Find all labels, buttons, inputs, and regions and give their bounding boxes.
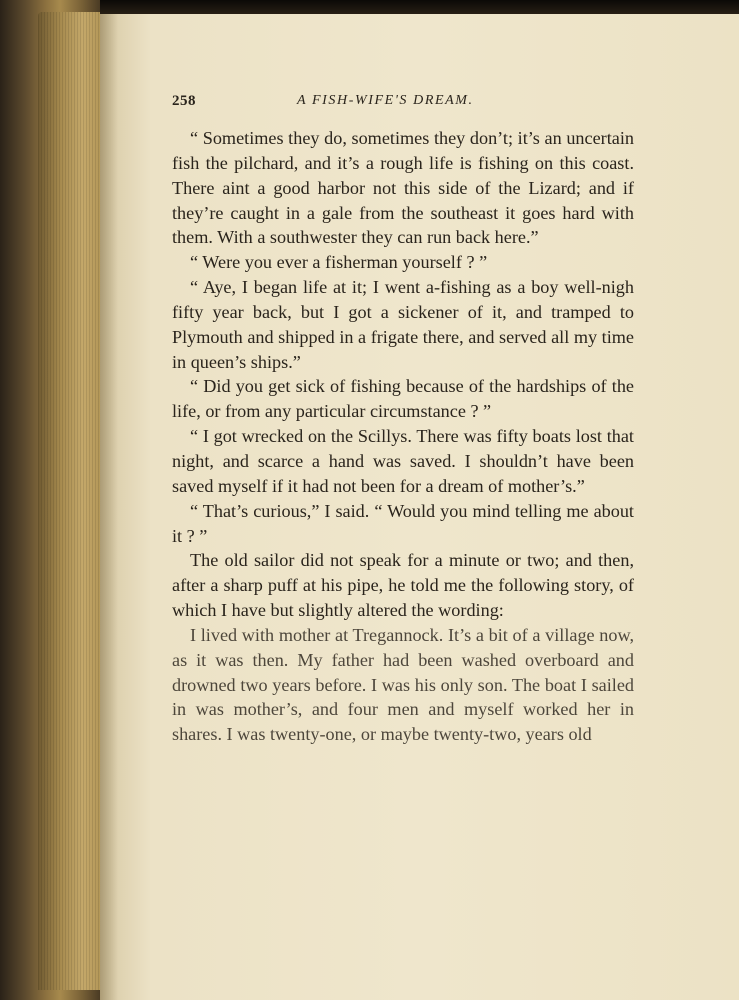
- paragraph-4: “ Did you get sick of fishing because of the hardships of the life, or from any particular circumstance ? ”: [172, 376, 634, 422]
- page-edges: [38, 12, 102, 990]
- paragraph-3: “ Aye, I began life at it; I went a-fishing as a boy well-nigh fifty year back, but I got a sickener of it, and tramped to Plymouth and shipped in a frigate there, and served all my time in queen’s ships.”: [172, 277, 634, 372]
- paragraph-1: “ Sometimes they do, sometimes they don’t; it’s an uncertain fish the pilchard, and it’s a rough life is fishing on this coast. There aint a good harbor not this side of the Lizard; and if they’re caught in a gale from the southeast it goes hard with them. With a southwester they can run back here.”: [172, 128, 634, 248]
- paragraph-5: “ I got wrecked on the Scillys. There was fifty boats lost that night, and scarce a hand was saved. I shouldn’t have been saved myself if it had not been for a dream of mother’s.”: [172, 426, 634, 496]
- paragraph-7: The old sailor did not speak for a minute or two; and then, after a sharp puff at his pipe, he told me the following story, of which I have but slightly altered the wording:: [172, 550, 634, 621]
- running-head: [172, 93, 622, 115]
- body-text: [172, 126, 634, 747]
- book-page: [100, 14, 739, 1000]
- paragraph-6: “ That’s curious,” I said. “ Would you mind telling me about it ? ”: [172, 500, 634, 546]
- paragraph-2: “ Were you ever a fisherman yourself ? ”: [190, 252, 488, 273]
- running-title: A FISH-WIFE'S DREAM.: [297, 93, 474, 108]
- paragraph-8: I lived with mother at Tregannock. It’s a bit of a village now, as it was then. My father had been washed overboard and drowned two years before. I was his only son. The boat I sailed in was mother’s, and four men and myself worked her in shares. I was twenty-one, or maybe twenty-two, years old: [172, 624, 634, 745]
- page-number: 258: [172, 93, 196, 109]
